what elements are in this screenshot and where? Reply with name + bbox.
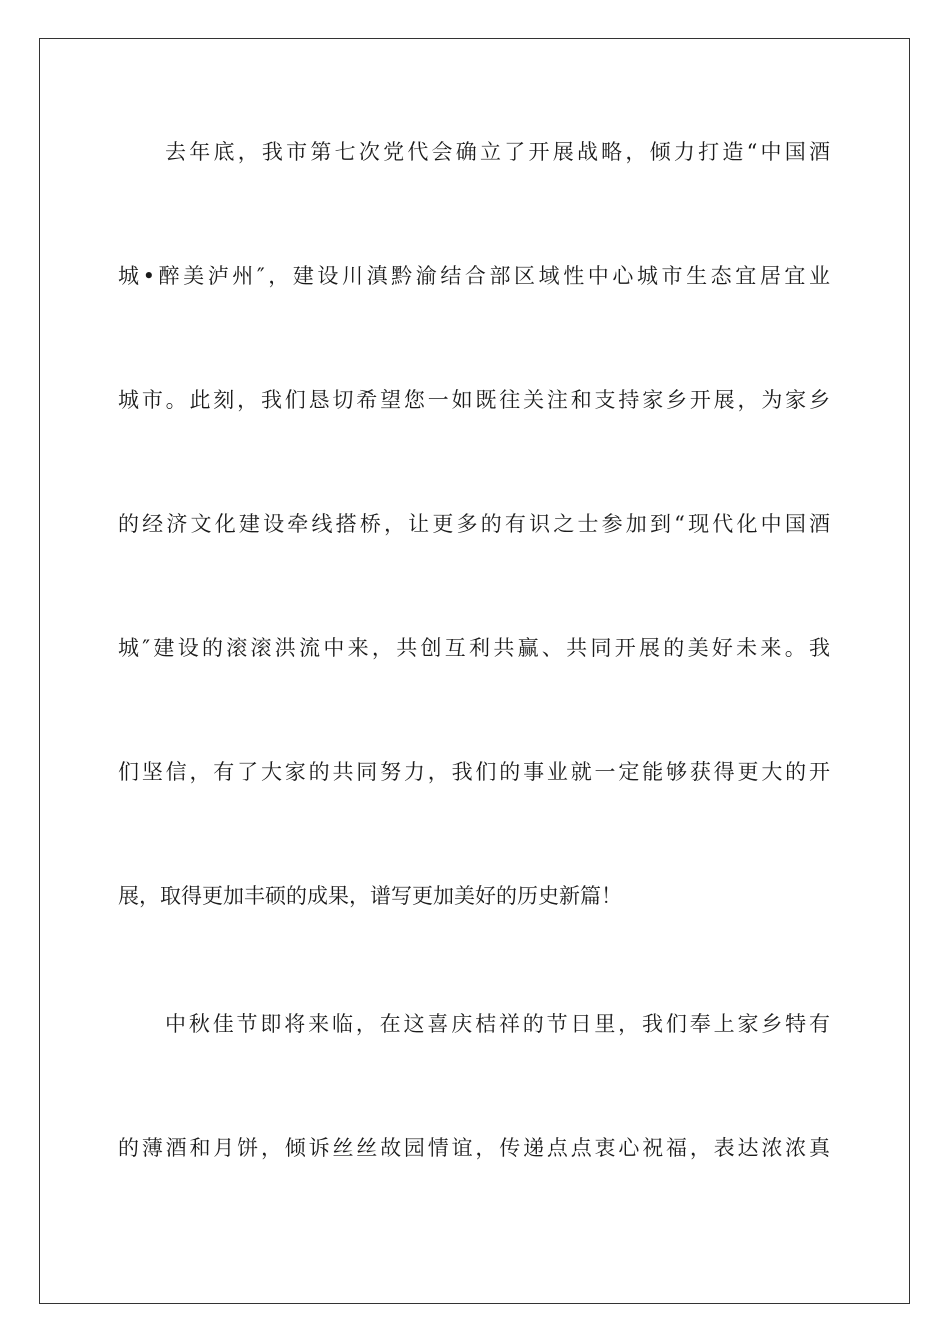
paragraph-1-line-5: 城″建设的滚滚洪流中来，共创互利共赢、共同开展的美好未来。我 [118, 636, 830, 660]
paragraph-2-line-1: 中秋佳节即将来临，在这喜庆桔祥的节日里，我们奉上家乡特有 [165, 1012, 830, 1036]
page-border [39, 38, 910, 1304]
paragraph-1-line-3: 城市。此刻，我们恳切希望您一如既往关注和支持家乡开展，为家乡 [118, 388, 830, 412]
paragraph-1-line-1: 去年底，我市第七次党代会确立了开展战略，倾力打造“中国酒 [165, 140, 830, 164]
paragraph-1-line-7: 展，取得更加丰硕的成果，谱写更加美好的历史新篇！ [118, 884, 622, 908]
paragraph-1-line-2: 城•醉美泸州″，建设川滇黔渝结合部区域性中心城市生态宜居宜业 [118, 264, 830, 288]
paragraph-1-line-4: 的经济文化建设牵线搭桥，让更多的有识之士参加到“现代化中国酒 [118, 512, 830, 536]
paragraph-2-line-2: 的薄酒和月饼，倾诉丝丝故园情谊，传递点点衷心祝福，表达浓浓真 [118, 1136, 830, 1160]
paragraph-1-line-6: 们坚信，有了大家的共同努力，我们的事业就一定能够获得更大的开 [118, 760, 830, 784]
